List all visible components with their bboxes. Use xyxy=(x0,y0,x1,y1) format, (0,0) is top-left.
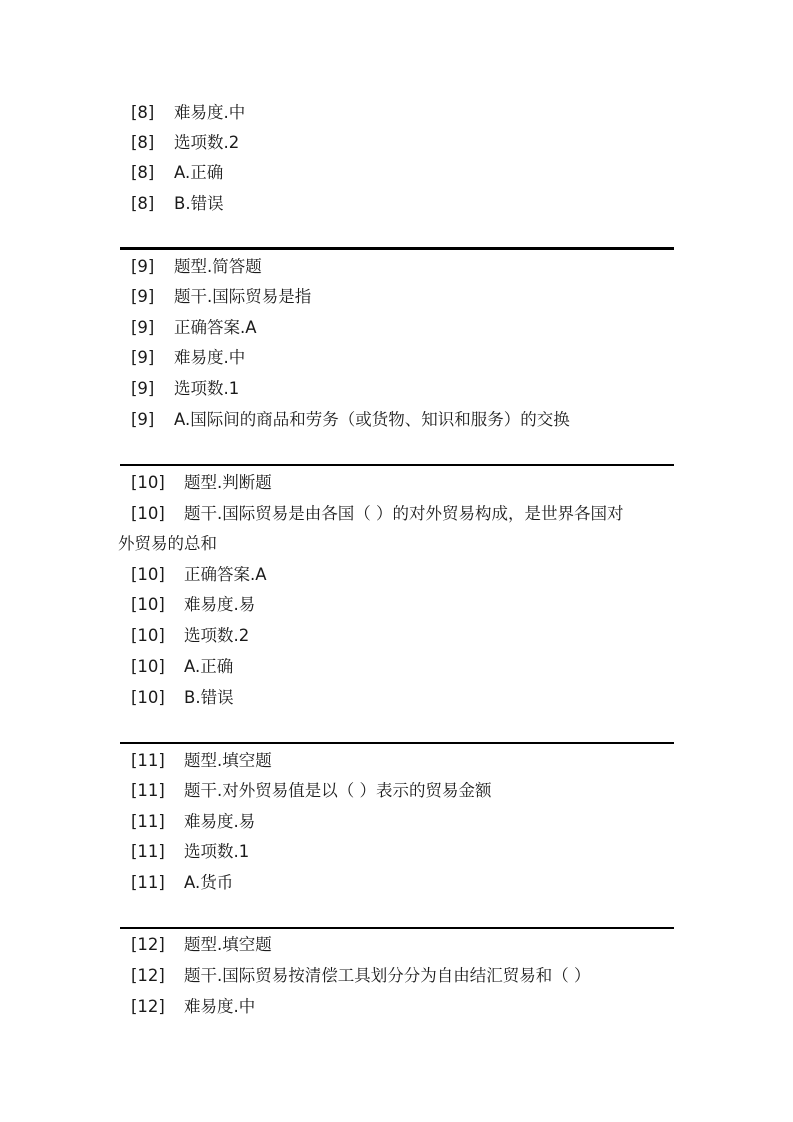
question-line xyxy=(131,503,624,525)
question-separator xyxy=(120,742,674,744)
question-field-text: 选项数.1 xyxy=(184,842,250,861)
question-number: [8] xyxy=(131,103,155,122)
question-line xyxy=(131,625,250,647)
question-number: [9] xyxy=(131,379,155,398)
question-line xyxy=(131,317,257,339)
question-line xyxy=(131,564,267,586)
question-line xyxy=(131,347,246,369)
question-line xyxy=(131,965,591,987)
question-field-text: B.错误 xyxy=(174,194,224,213)
question-separator xyxy=(120,927,674,929)
question-field-text: 难易度.中 xyxy=(184,997,256,1016)
question-field-text: 难易度.中 xyxy=(174,103,246,122)
question-field-text: 题干.国际贸易按清偿工具划分分为自由结汇贸易和（ ） xyxy=(184,966,591,985)
question-field-text: 难易度.易 xyxy=(184,595,256,614)
question-field-text: 题型.填空题 xyxy=(184,935,272,954)
question-number: [8] xyxy=(131,133,155,152)
question-line xyxy=(131,286,312,308)
question-line xyxy=(131,934,272,956)
question-field-text: 题型.填空题 xyxy=(184,751,272,770)
question-number: [10] xyxy=(131,595,165,614)
question-field-text: 选项数.2 xyxy=(184,626,250,645)
question-number: [11] xyxy=(131,781,165,800)
question-line xyxy=(131,656,234,678)
question-field-text: 题型.判断题 xyxy=(184,473,272,492)
question-field-text: 题干.国际贸易是指 xyxy=(174,287,312,306)
question-line xyxy=(131,378,240,400)
question-field-text: 正确答案.A xyxy=(174,318,257,337)
question-number: [9] xyxy=(131,318,155,337)
question-field-text: 题型.简答题 xyxy=(174,257,262,276)
question-number: [9] xyxy=(131,257,155,276)
question-line xyxy=(131,256,262,278)
question-number: [8] xyxy=(131,194,155,213)
question-line xyxy=(131,780,492,802)
question-line xyxy=(131,872,234,894)
question-line xyxy=(131,594,256,616)
question-line xyxy=(131,409,570,431)
question-separator xyxy=(120,464,674,466)
question-field-text: A.国际间的商品和劳务（或货物、知识和服务）的交换 xyxy=(174,410,570,429)
question-number: [9] xyxy=(131,410,155,429)
question-number: [12] xyxy=(131,997,165,1016)
question-field-text: B.错误 xyxy=(184,688,234,707)
question-field-text: 题干.国际贸易是由各国（ ）的对外贸易构成，是世界各国对 xyxy=(184,504,624,523)
question-field-text: 难易度.中 xyxy=(174,348,246,367)
question-field-text: A.正确 xyxy=(174,163,224,182)
question-number: [12] xyxy=(131,935,165,954)
question-number: [10] xyxy=(131,473,165,492)
question-line xyxy=(131,102,246,124)
question-line xyxy=(131,811,256,833)
question-number: [12] xyxy=(131,966,165,985)
question-number: [10] xyxy=(131,688,165,707)
question-field-text: 题干.对外贸易值是以（ ）表示的贸易金额 xyxy=(184,781,492,800)
question-field-text: A.货币 xyxy=(184,873,234,892)
question-line xyxy=(131,162,224,184)
question-line xyxy=(131,750,272,772)
question-number: [9] xyxy=(131,348,155,367)
question-line xyxy=(131,472,272,494)
question-field-text: 选项数.2 xyxy=(174,133,240,152)
question-number: [10] xyxy=(131,565,165,584)
question-number: [10] xyxy=(131,626,165,645)
question-field-text: 选项数.1 xyxy=(174,379,240,398)
question-field-continuation: 外贸易的总和 xyxy=(118,534,217,553)
question-field-text: A.正确 xyxy=(184,657,234,676)
question-line xyxy=(131,841,250,863)
question-number: [10] xyxy=(131,657,165,676)
question-number: [8] xyxy=(131,163,155,182)
question-number: [11] xyxy=(131,873,165,892)
question-line xyxy=(131,687,234,709)
question-separator xyxy=(120,247,674,250)
question-number: [11] xyxy=(131,751,165,770)
question-number: [11] xyxy=(131,842,165,861)
question-line xyxy=(131,132,240,154)
question-number: [11] xyxy=(131,812,165,831)
question-field-text: 正确答案.A xyxy=(184,565,267,584)
question-line xyxy=(131,193,224,215)
question-field-text: 难易度.易 xyxy=(184,812,256,831)
question-line xyxy=(131,996,256,1018)
question-number: [9] xyxy=(131,287,155,306)
question-number: [10] xyxy=(131,504,165,523)
